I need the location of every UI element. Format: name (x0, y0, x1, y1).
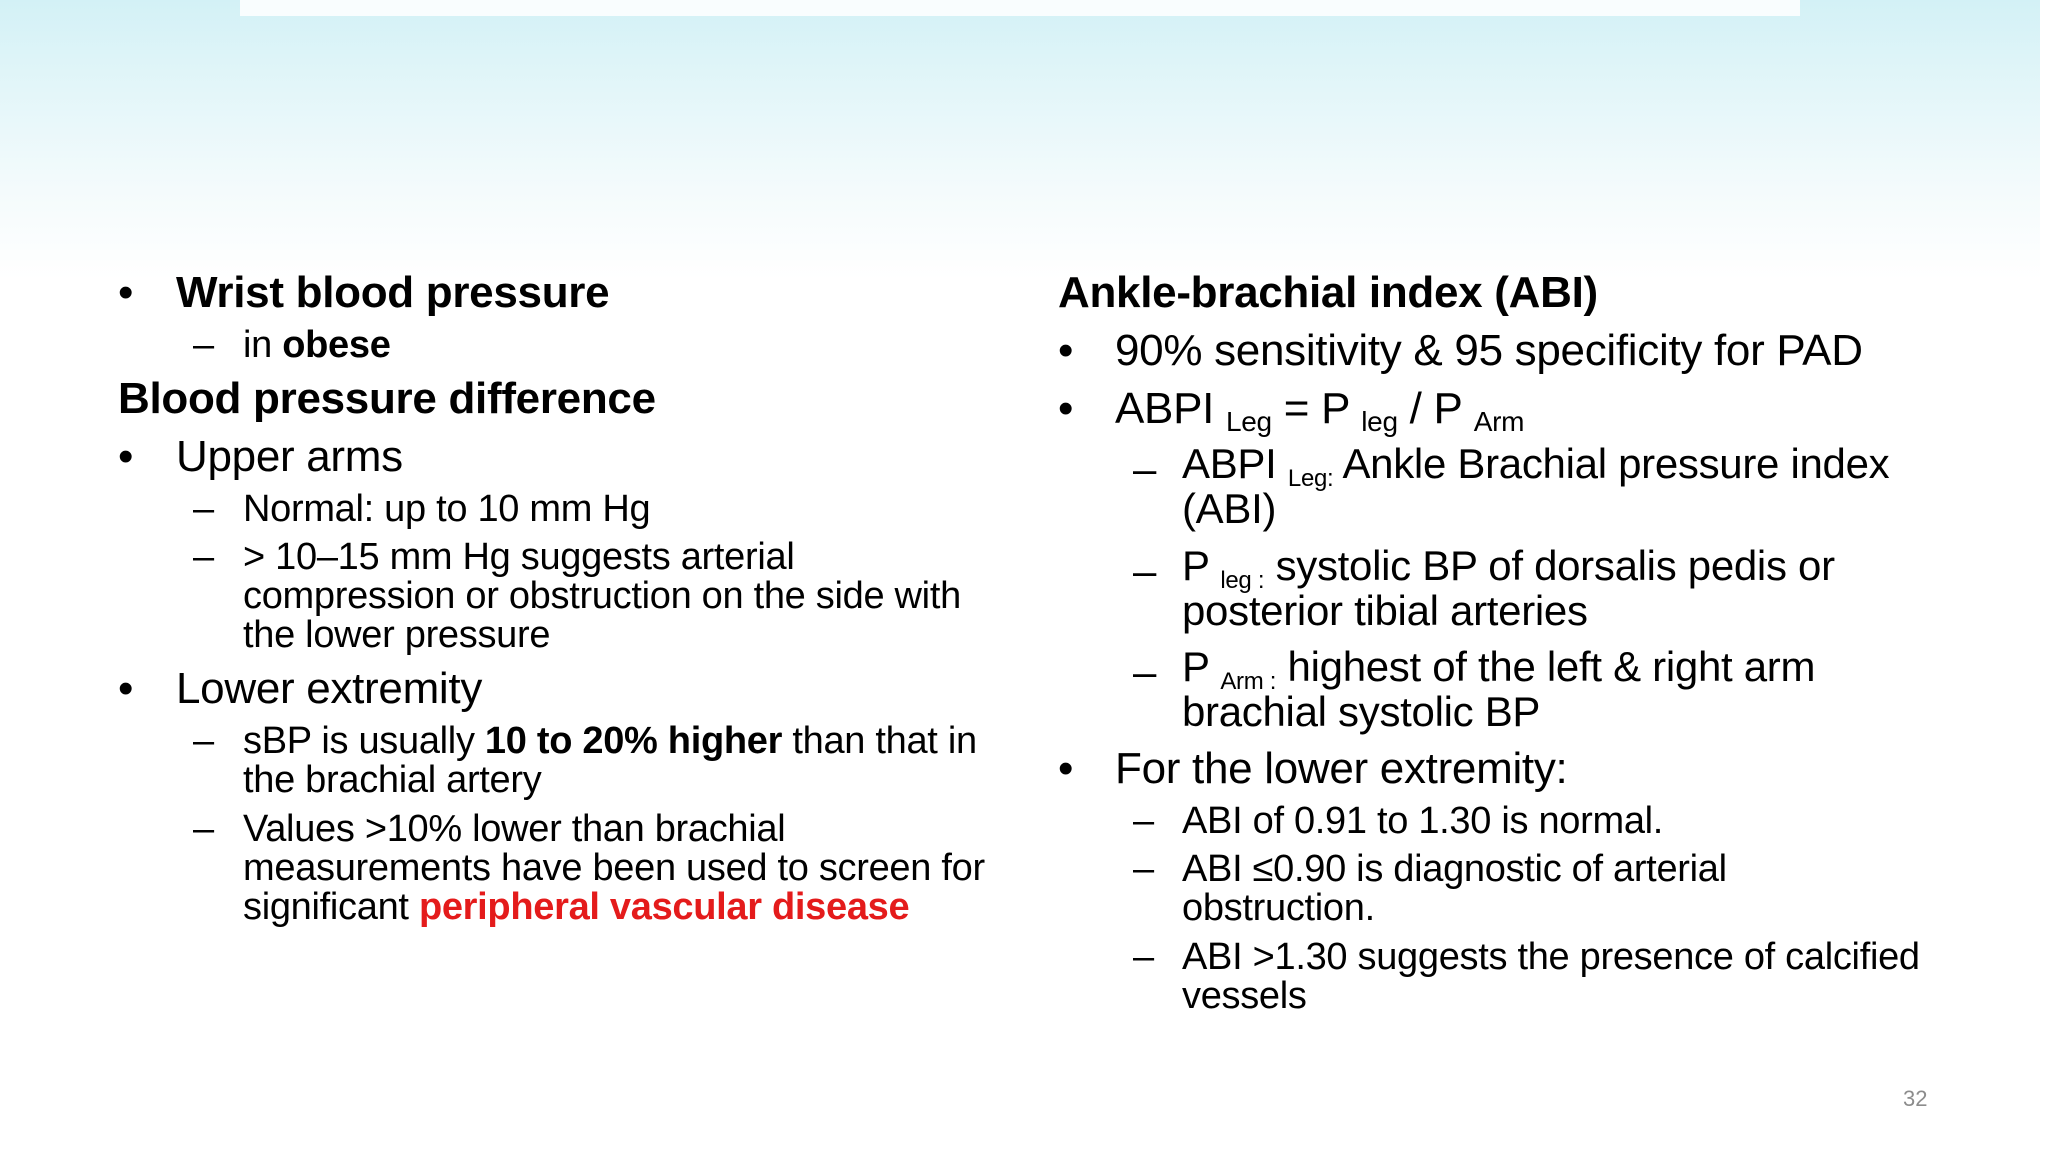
formula-slash: / P (1397, 384, 1474, 433)
def-parm-line-2: brachial systolic BP (1182, 688, 1541, 735)
dash-marker: – (193, 488, 214, 530)
bullet-dot: • (1058, 744, 1074, 793)
sbp-suffix: than that in (782, 720, 977, 762)
dash-marker: – (1133, 648, 1157, 695)
values-line-1: Values >10% lower than brachial (243, 808, 786, 850)
values-line-2: measurements have been used to screen for (243, 847, 985, 889)
bullet-dot: • (118, 268, 134, 317)
def-abpi: ABPI (1182, 440, 1288, 487)
wrist-sub-bold: obese (282, 324, 391, 366)
dash-marker: – (1133, 936, 1154, 978)
def-abpi-line-2: (ABI) (1182, 485, 1277, 532)
def-pleg: P (1182, 542, 1221, 589)
def-abpi-text: Ankle Brachial pressure index (1333, 440, 1890, 487)
lower-extremity-heading: For the lower extremity: (1115, 744, 1568, 793)
def-abpi-line-1 (1182, 440, 1890, 492)
formula-leg-sub: Leg (1226, 406, 1272, 437)
values-line-3-prefix: significant (243, 886, 419, 928)
dash-marker: – (1133, 547, 1157, 594)
abi-diag-line-1: ABI ≤0.90 is diagnostic of arterial (1182, 848, 1727, 890)
formula-arm-sub: Arm (1473, 406, 1525, 437)
bullet-dot: • (1058, 384, 1074, 433)
values-line-3 (243, 886, 909, 929)
bullet-dot: • (1058, 326, 1074, 375)
formula-abpi: ABPI (1115, 384, 1226, 433)
upper-arms-label: Upper arms (176, 432, 403, 481)
dash-marker: – (1133, 848, 1154, 890)
dash-marker: – (1133, 800, 1154, 842)
lower-extremity-label: Lower extremity (176, 664, 483, 713)
wrist-title: Wrist blood pressure (176, 268, 610, 317)
bullet-wrist (118, 268, 133, 318)
bp-difference-heading: Blood pressure difference (118, 374, 656, 423)
abi-diag-line-2: obstruction. (1182, 887, 1375, 929)
dash-marker: – (193, 808, 214, 850)
gt10-line-1: > 10–15 mm Hg suggests arterial (243, 536, 795, 578)
formula-eq: = P (1271, 384, 1362, 433)
sbp-prefix: sBP is usually (243, 720, 485, 762)
dash-marker: – (193, 720, 214, 762)
abi-calc-line-2: vessels (1182, 975, 1307, 1017)
wrist-sub-prefix: in (243, 324, 283, 366)
gt10-line-2: compression or obstruction on the side with (243, 575, 961, 617)
highlight-pvd: peripheral vascular disease (418, 886, 910, 928)
def-parm-text: highest of the left & right arm (1276, 643, 1816, 690)
normal-range: Normal: up to 10 mm Hg (243, 488, 651, 530)
dash-marker: – (1133, 445, 1157, 492)
abpi-formula (1115, 384, 1525, 437)
def-pleg-line-1 (1182, 542, 1835, 594)
abi-normal: ABI of 0.91 to 1.30 is normal. (1182, 800, 1664, 842)
formula-leg-sub2: leg (1361, 406, 1398, 437)
def-pleg-sub: leg : (1220, 567, 1265, 594)
right-edge-strip (2040, 0, 2048, 1152)
def-abpi-sub: Leg: (1287, 465, 1334, 492)
bullet-dot: • (118, 432, 134, 481)
abi-heading: Ankle-brachial index (ABI) (1058, 268, 1598, 317)
def-parm-sub: Arm : (1220, 668, 1277, 695)
gt10-line-3: the lower pressure (243, 614, 551, 656)
bullet-lower-extremity (118, 664, 133, 714)
def-pleg-text: systolic BP of dorsalis pedis or (1264, 542, 1835, 589)
def-pleg-line-2: posterior tibial arteries (1182, 587, 1588, 634)
dash-marker: – (193, 324, 214, 366)
wrist-sub (243, 324, 391, 367)
dash-marker: – (193, 536, 214, 578)
abi-calc-line-1: ABI >1.30 suggests the presence of calcified (1182, 936, 1920, 978)
def-parm-line-1 (1182, 643, 1816, 695)
sbp-bold: 10 to 20% higher (484, 720, 783, 762)
page-number: 32 (1903, 1086, 1928, 1111)
bullet-upper-arms (118, 432, 133, 482)
sbp-line-1 (243, 720, 977, 763)
bullet-formula (1058, 384, 1073, 434)
sbp-line-2: the brachial artery (243, 759, 542, 801)
sensitivity-text: 90% sensitivity & 95 specificity for PAD (1115, 326, 1863, 375)
bullet-sensitivity (1058, 326, 1073, 376)
bullet-dot: • (118, 664, 134, 713)
def-parm: P (1182, 643, 1221, 690)
bullet-lower-extremity (1058, 744, 1073, 794)
top-highlight-strip (240, 0, 1800, 16)
